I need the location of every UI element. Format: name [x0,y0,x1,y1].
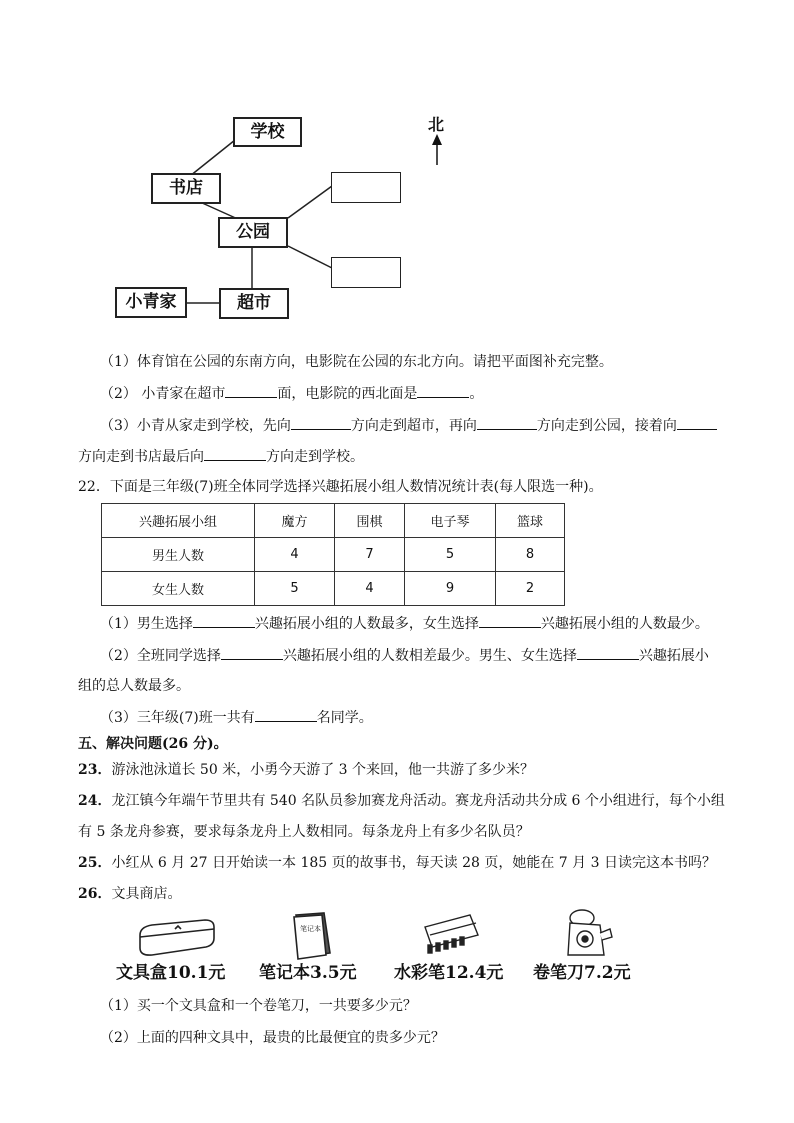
interest-group-table [101,503,565,606]
table-header-cell: 兴趣拓展小组 [102,504,255,538]
q26: 26．文具商店。 [78,886,182,902]
table-cell: 2 [496,572,565,606]
school-box: 学校 [233,117,302,147]
svg-text:笔记本: 笔记本 [300,925,321,933]
q24: 24．龙江镇今年端午节里共有 540 名队员参加赛龙舟活动。赛龙舟活动共分成 6 个小组进行，每个小组 [78,793,725,809]
q26-part2: （2）上面的四种文具中，最贵的比最便宜的贵多少元？ [100,1030,445,1046]
table-cell: 4 [335,572,405,606]
north-arrow-icon [432,134,442,165]
answer-blank[interactable] [479,613,541,628]
answer-blank[interactable] [204,446,266,461]
price-label-pencil-case: 文具盒10.1元 [116,963,226,983]
q21-part1: （1）体育馆在公园的东南方向，电影院在公园的东北方向。请把平面图补充完整。 [100,354,613,370]
q26-part1: （1）买一个文具盒和一个卷笔刀，一共要多少元？ [100,998,417,1014]
table-row [102,538,565,572]
answer-blank[interactable] [255,707,317,722]
answer-blank[interactable] [291,415,351,430]
price-label-watercolor-pens: 水彩笔12.4元 [394,963,504,983]
park-box: 公园 [218,217,288,248]
table-cell: 5 [255,572,335,606]
north-label: 北 [428,115,445,134]
table-cell: 5 [405,538,496,572]
stationery-illustrations [0,905,794,965]
q21-part2: （2） 小青家在超市 面，电影院的西北面是 。 [100,383,483,404]
home-box: 小青家 [115,287,187,318]
q22-intro: 22．下面是三年级(7)班全体同学选择兴趣拓展小组人数情况统计表(每人限选一种)。 [78,479,603,495]
pencil-case-icon [140,920,214,955]
answer-blank[interactable] [225,383,277,398]
answer-blank[interactable] [193,613,255,628]
q22-part1: （1）男生选择 兴趣拓展小组的人数最多，女生选择 兴趣拓展小组的人数最少。 [100,613,709,634]
table-header-cell: 电子琴 [405,504,496,538]
table-header-cell: 围棋 [335,504,405,538]
notebook-icon [294,913,330,959]
table-cell: 女生人数 [102,572,255,606]
table-header-row [102,504,565,538]
blank-box-northeast[interactable] [331,172,401,203]
bookstore-box: 书店 [151,173,221,204]
q21-part3: （3）小青从家走到学校，先向 方向走到超市，再向 方向走到公园，接着向 [100,415,717,436]
table-cell: 4 [255,538,335,572]
q25: 25．小红从 6 月 27 日开始读一本 185 页的故事书，每天读 28 页，她能在 7 月 3 日读完这本书吗？ [78,855,716,871]
section-five-heading: 五、解决问题(26 分)。 [78,736,228,752]
supermarket-box: 超市 [219,288,289,319]
table-row [102,572,565,606]
answer-blank[interactable] [677,415,717,430]
q24-cont: 有 5 条龙舟参赛，要求每条龙舟上人数相同。每条龙舟上有多少名队员？ [78,824,530,840]
answer-blank[interactable] [477,415,537,430]
table-cell: 7 [335,538,405,572]
q21-part3-cont: 方向走到书店最后向 方向走到学校。 [78,446,364,467]
table-cell: 8 [496,538,565,572]
q22-part3: （3）三年级(7)班一共有 名同学。 [100,707,373,728]
answer-blank[interactable] [417,383,469,398]
pencil-sharpener-icon [568,910,612,955]
q22-part2-cont: 组的总人数最多。 [78,678,190,694]
answer-blank[interactable] [577,645,639,660]
price-label-notebook: 笔记本3.5元 [259,963,357,983]
table-cell: 9 [405,572,496,606]
q23: 23．游泳池泳道长 50 米，小勇今天游了 3 个来回，他一共游了多少米？ [78,762,535,778]
price-label-pencil-sharpener: 卷笔刀7.2元 [533,963,631,983]
watercolor-pens-icon [425,915,478,953]
table-header-cell: 魔方 [255,504,335,538]
table-cell: 男生人数 [102,538,255,572]
q22-part2: （2）全班同学选择 兴趣拓展小组的人数相差最少。男生、女生选择 兴趣拓展小 [100,645,709,666]
blank-box-southeast[interactable] [331,257,401,288]
answer-blank[interactable] [221,645,283,660]
table-header-cell: 篮球 [496,504,565,538]
